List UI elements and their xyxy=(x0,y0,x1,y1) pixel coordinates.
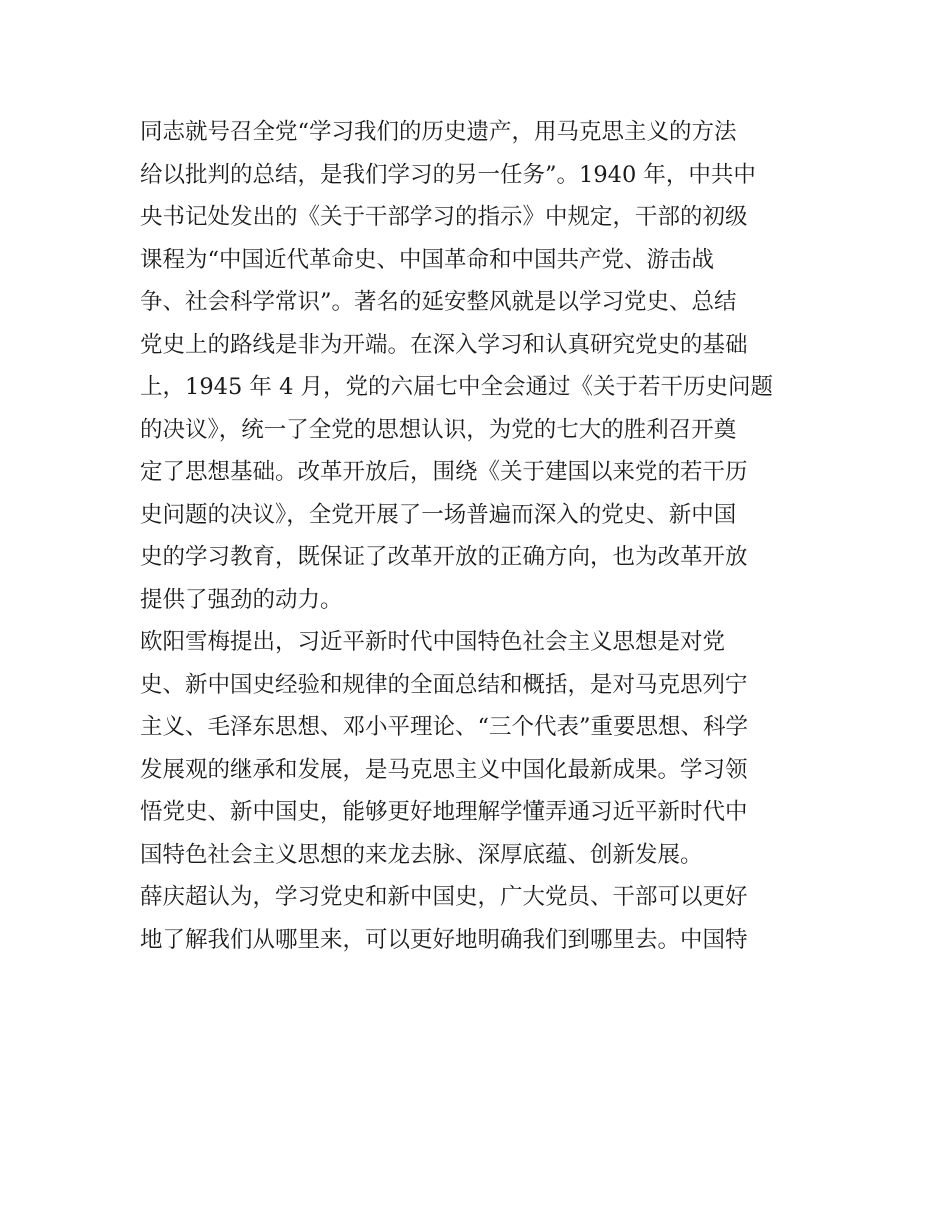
text-line: 主义、毛泽东思想、邓小平理论、“三个代表”重要思想、科学 xyxy=(140,714,749,740)
text-line: 给以批判的总结，是我们学习的另一任务”。1940 年，中共中 xyxy=(140,161,756,188)
text-line: 上，1945 年 4 月，党的六届七中全会通过《关于若干历史问题 xyxy=(140,374,774,400)
text-line: 发展观的继承和发展，是马克思主义中国化最新成果。学习领 xyxy=(140,756,748,783)
text-line: 史问题的决议》，全党开展了一场普遍而深入的党史、新中国 xyxy=(140,501,737,528)
text-line: 悟党史、新中国史，能够更好地理解学懂弄通习近平新时代中 xyxy=(140,799,748,825)
text-line: 央书记处发出的《关于干部学习的指示》中规定，干部的初级 xyxy=(140,204,748,230)
text-line: 提供了强劲的动力。 xyxy=(140,586,343,613)
text-line: 定了思想基础。改革开放后，围绕《关于建国以来党的若干历 xyxy=(140,459,748,485)
text-line: 党史上的路线是非为开端。在深入学习和认真研究党史的基础 xyxy=(140,331,748,358)
text-line: 争、社会科学常识”。著名的延安整风就是以学习党史、总结 xyxy=(140,289,737,315)
text-line: 欧阳雪梅提出，习近平新时代中国特色社会主义思想是对党 xyxy=(140,629,726,655)
text-line: 地了解我们从哪里来，可以更好地明确我们到哪里去。中国特 xyxy=(140,926,748,953)
text-line: 课程为“中国近代革命史、中国革命和中国共产党、游击战 xyxy=(140,246,715,273)
text-line: 薛庆超认为，学习党史和新中国史，广大党员、干部可以更好 xyxy=(140,884,748,910)
text-line: 史、新中国史经验和规律的全面总结和概括，是对马克思列宁 xyxy=(140,671,748,698)
text-line: 的决议》，统一了全党的思想认识，为党的七大的胜利召开奠 xyxy=(140,416,737,443)
text-line: 国特色社会主义思想的来龙去脉、深厚底蕴、创新发展。 xyxy=(140,841,703,868)
body-text xyxy=(140,111,812,961)
text-line: 史的学习教育，既保证了改革开放的正确方向，也为改革开放 xyxy=(140,544,748,570)
text-line: 同志就号召全党“学习我们的历史遗产，用马克思主义的方法 xyxy=(140,119,737,145)
